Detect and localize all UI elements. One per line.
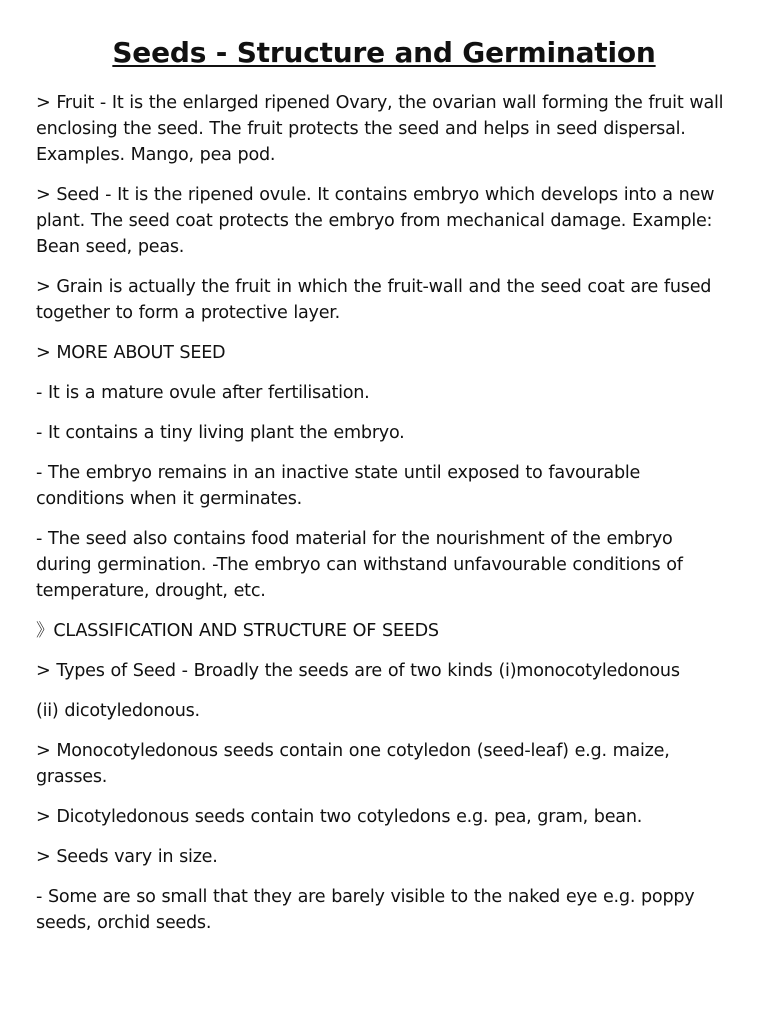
- paragraph-dicotyledonous: > Dicotyledonous seeds contain two cotyledons e.g. pea, gram, bean.: [36, 807, 643, 827]
- list-item: - Some are so small that they are barely visible to the naked eye e.g. poppy seeds, orchid seeds.: [36, 887, 695, 933]
- paragraph-types-of-seed: > Types of Seed - Broadly the seeds are of two kinds (i)monocotyledonous: [36, 661, 680, 681]
- paragraph-seed-size: > Seeds vary in size.: [36, 847, 218, 867]
- list-item: - It is a mature ovule after fertilisation.: [36, 383, 370, 403]
- list-item: - The seed also contains food material for the nourishment of the embryo during germination. -The embryo can withstand unfavourable conditions of temperature, drought, etc.: [36, 529, 683, 601]
- section-heading-classification: 》CLASSIFICATION AND STRUCTURE OF SEEDS: [36, 621, 439, 641]
- section-heading-more-about-seed: > MORE ABOUT SEED: [36, 343, 226, 363]
- paragraph-fruit: > Fruit - It is the enlarged ripened Ovary, the ovarian wall forming the fruit wall enclosing the seed. The fruit protects the seed and helps in seed dispersal. Examples. Mango, pea pod.: [36, 93, 724, 165]
- list-item: - The embryo remains in an inactive state until exposed to favourable conditions when it germinates.: [36, 463, 641, 509]
- list-item: - It contains a tiny living plant the embryo.: [36, 423, 405, 443]
- paragraph-dicotyledonous-type: (ii) dicotyledonous.: [36, 701, 200, 721]
- paragraph-monocotyledonous: > Monocotyledonous seeds contain one cotyledon (seed-leaf) e.g. maize, grasses.: [36, 741, 670, 787]
- paragraph-grain: > Grain is actually the fruit in which the fruit-wall and the seed coat are fused together to form a protective layer.: [36, 277, 712, 323]
- page-title: Seeds - Structure and Germination: [112, 36, 656, 69]
- paragraph-seed: > Seed - It is the ripened ovule. It contains embryo which develops into a new plant. The seed coat protects the embryo from mechanical damage. Example: Bean seed, peas.: [36, 185, 715, 257]
